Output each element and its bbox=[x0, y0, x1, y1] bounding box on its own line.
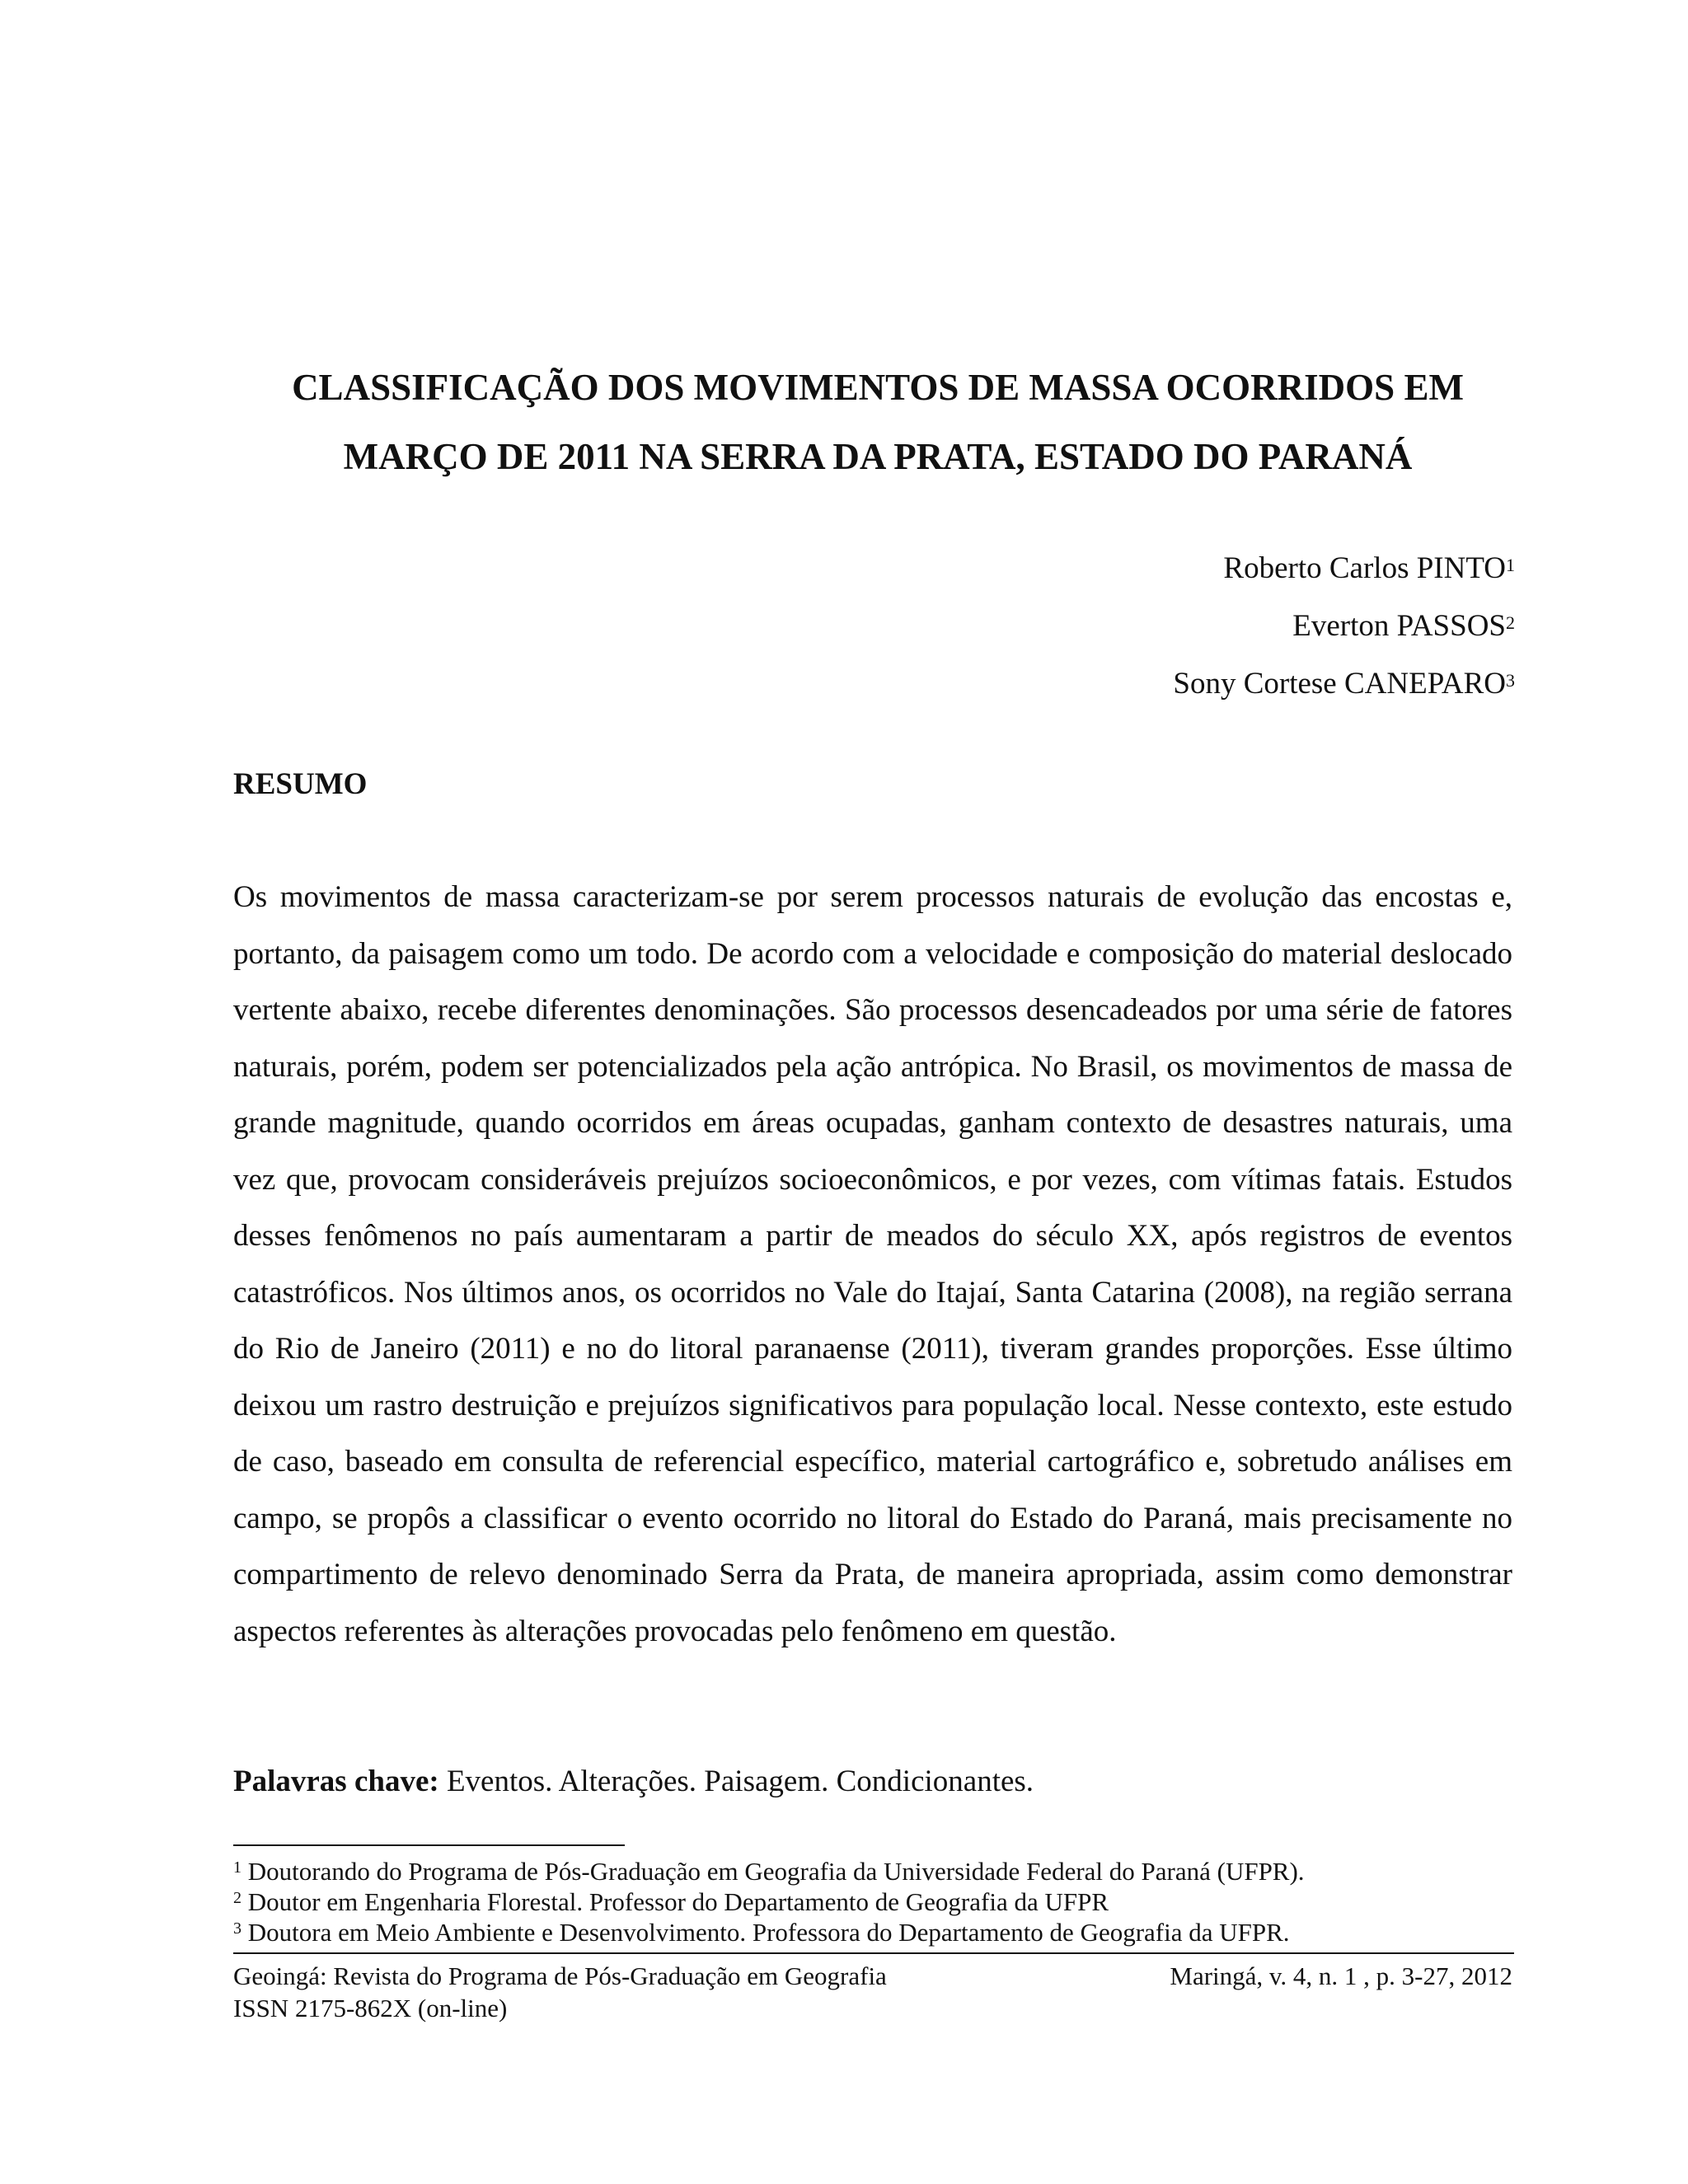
footnote bbox=[233, 1917, 1305, 1947]
author-footnote-ref: 2 bbox=[1506, 612, 1515, 633]
title-line-2: MARÇO DE 2011 NA SERRA DA PRATA, ESTADO DO PARANÁ bbox=[343, 436, 1413, 477]
abstract-heading: RESUMO bbox=[233, 767, 368, 801]
issn: ISSN 2175-862X (on-line) bbox=[233, 1994, 508, 2022]
author-name: Sony Cortese CANEPARO bbox=[1173, 667, 1506, 701]
footnote-number: 2 bbox=[233, 1889, 241, 1907]
author bbox=[1173, 598, 1515, 655]
keywords-label: Palavras chave: bbox=[233, 1765, 439, 1798]
author bbox=[1173, 540, 1515, 598]
footnote-separator bbox=[233, 1844, 625, 1846]
footnote-number: 1 bbox=[233, 1858, 241, 1877]
author-footnote-ref: 1 bbox=[1506, 555, 1515, 575]
paper-title bbox=[247, 353, 1508, 491]
author-name: Roberto Carlos PINTO bbox=[1223, 551, 1506, 585]
footnote-text: Doutor em Engenharia Florestal. Professor do Departamento de Geografia da UFPR bbox=[241, 1887, 1109, 1916]
author-name: Everton PASSOS bbox=[1292, 609, 1506, 643]
abstract-body: Os movimentos de massa caracterizam-se por serem processos naturais de evolução das encostas e, portanto, da paisagem como um todo. De acordo com a velocidade e composição do material deslocado vertente abaixo, recebe diferentes denominações. São processos desencadeados por uma série de fatores naturais, porém, podem ser potencializados pela ação antrópica. No Brasil, os movimentos de massa de grande magnitude, quando ocorridos em áreas ocupadas, ganham contexto de desastres naturais, uma vez que, provocam consideráveis prejuízos socioeconômicos, e por vezes, com vítimas fatais. Estudos desses fenômenos no país aumentaram a partir de meados do século XX, após registros de eventos catastróficos. Nos últimos anos, os ocorridos no Vale do Itajaí, Santa Catarina (2008), na região serrana do Rio de Janeiro (2011) e no do litoral paranaense (2011), tiveram grandes proporções. Esse último deixou um rastro destruição e prejuízos significativos para população local. Nesse contexto, este estudo de caso, baseado em consulta de referencial específico, material cartográfico e, sobretudo análises em campo, se propôs a classificar o evento ocorrido no litoral do Estado do Paraná, mais precisamente no compartimento de relevo denominado Serra da Prata, de maneira apropriada, assim como demonstrar aspectos referentes às alterações provocadas pelo fenômeno em questão. bbox=[233, 880, 1512, 1648]
footnote bbox=[233, 1856, 1305, 1886]
footnote-text: Doutora em Meio Ambiente e Desenvolvimento. Professora do Departamento de Geografia da UFPR. bbox=[241, 1918, 1290, 1947]
author-footnote-ref: 3 bbox=[1506, 670, 1515, 691]
keywords-text: Eventos. Alterações. Paisagem. Condicionantes. bbox=[438, 1765, 1034, 1798]
keywords bbox=[233, 1764, 1034, 1799]
footnote bbox=[233, 1886, 1305, 1917]
journal-name: Geoingá: Revista do Programa de Pós-Graduação em Geografia bbox=[233, 1961, 887, 1990]
author bbox=[1173, 655, 1515, 713]
title-line-1: CLASSIFICAÇÃO DOS MOVIMENTOS DE MASSA OCORRIDOS EM bbox=[292, 367, 1464, 408]
author-list bbox=[1173, 540, 1515, 713]
footer-separator bbox=[233, 1952, 1514, 1954]
footnote-text: Doutorando do Programa de Pós-Graduação em Geografia da Universidade Federal do Paraná (UFPR). bbox=[241, 1857, 1305, 1886]
footnote-number: 3 bbox=[233, 1919, 241, 1938]
footer-citation: Maringá, v. 4, n. 1 , p. 3-27, 2012 bbox=[1170, 1961, 1512, 1990]
footer-journal-info bbox=[233, 1960, 887, 2024]
footnotes bbox=[233, 1856, 1305, 1947]
